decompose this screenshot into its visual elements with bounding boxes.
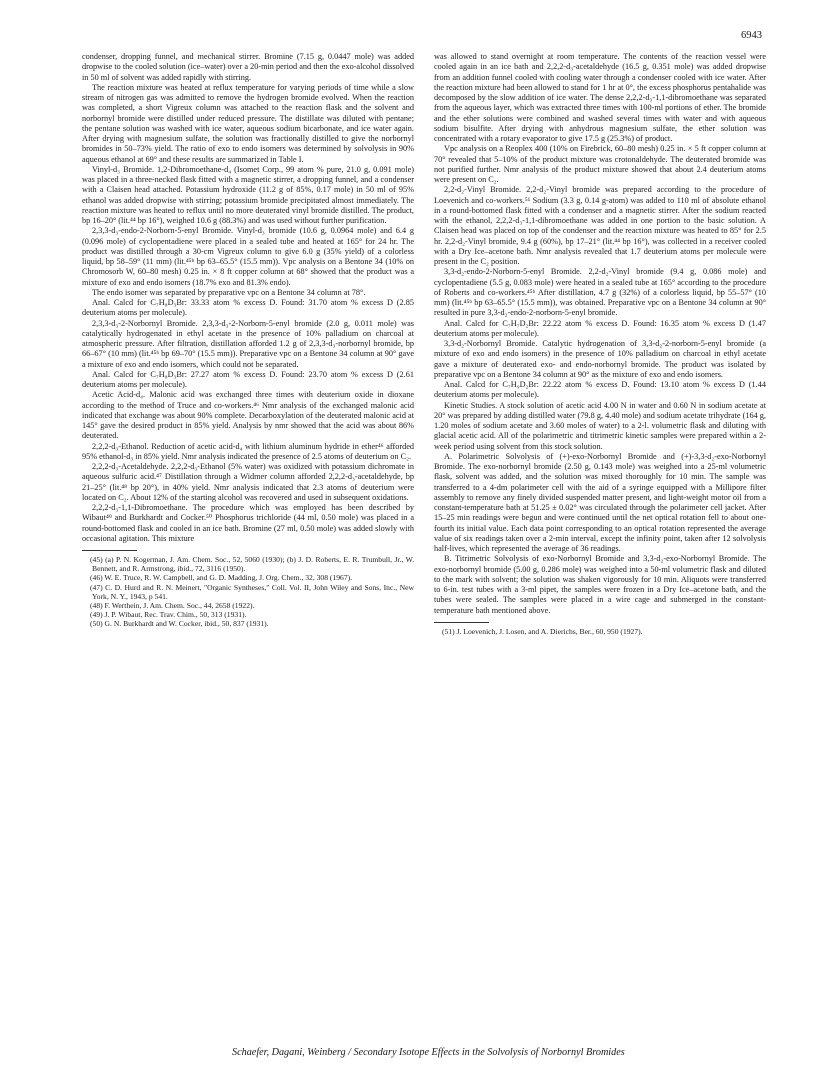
paragraph: A. Polarimetric Solvolysis of (+)-exo-Norbornyl Bromide and (+)-3,3-d₂-exo-Norbornyl Bromide. The exo-norbornyl bromide (2.50 g, 0.143 mole) was weighed into a 25-ml volumetric flask, solvent was added, and the solution was mixed thoroughly for 10 min. The sample was transferred to a 4-dm polarimeter cell with the aid of a syringe equipped with a Millipore filter assembly to remove any finely divided suspended matter present, and light-weight motor oil from a constant-temperature bath at 51.25 ± 0.02° was circulated through the polarimeter cell jacket. After 15–25 min readings were begun and were continued until the net optical rotation fell to about one-fourth its initial value. Each data point corresponding to an optical rotation represented the average value of six readings taken over a 2-min interval, except the infinity point, taken after 12 solvolysis half-lives, which represented the average of 36 readings. [434,451,766,553]
footnote: (51) J. Loevenich, J. Losen, and A. Dierichs, Ber., 60, 950 (1927). [442,626,643,636]
paragraph: 3,3-d₂-Norbornyl Bromide. Catalytic hydrogenation of 3,3-d₂-2-norborn-5-enyl bromide (a mixture of exo and endo isomers) in the presence of 10% palladium on charcoal in ethyl acetate gave a mixture of deuterated exo- and endo-norbornyl bromide. The product was isolated by preparative vpc on a Bentone 34 column at 90° as the mixture of exo and endo isomers. [434,339,766,379]
paragraph: Vinyl-d₃ Bromide. 1,2-Dibromoethane-d₄ (Isomet Corp., 99 atom % pure, 21.0 g, 0.091 mole) was placed in a three-necked flask fitted with a magnetic stirrer, a dropping funnel, and a condenser with a Claisen head attached. Potassium hydroxide (11.2 g of 85%, 0.17 mole) in 50 ml of 95% ethanol was added dropwise with stirring; potassium bromide precipitated almost immediately. The reaction mixture was heated to reflux until no more deuterated vinyl bromide distilled. The product, bp 16–20° (lit.⁴⁴ bp 16°), weighed 10.6 g (88.3%) and was used without further purification. [82,164,414,225]
paragraph: condenser, dropping funnel, and mechanical stirrer. Bromine (7.15 g, 0.0447 mole) was added dropwise to the cooled solution (ice–water) over a 20-min period and then the exo-alcohol dissolved in 50 ml of solvent was added rapidly with stirring. [82,52,414,82]
paragraph: B. Titrimetric Solvolysis of exo-Norbornyl Bromide and 3,3-d₂-exo-Norbornyl Bromide. The exo-norbornyl bromide (5.00 g, 0.286 mole) was weighed into a 50-ml volumetric flask and diluted to the mark with solvent; the solution was shaken vigorously for 10 min. Aliquots were transferred to 6-in. test tubes with a 3-ml pipet, the samples were frozen in a Dry Ice–acetone bath, and the tubes were sealed. The samples were placed in a wire cage and submerged in the constant-temperature bath mentioned above. [434,554,766,615]
footnote: (45) (a) P. N. Kogerman, J. Am. Chem. Soc., 52, 5060 (1930); (b) J. D. Roberts, E. R. Trumbull, Jr., W. Bennett, and R. Armstrong, ibid., 72, 3116 (1950). [90,555,414,574]
paragraph: Anal. Calcd for C₇H₉D₂Br: 22.22 atom % excess D. Found: 13.10 atom % excess D (1.44 deuterium atoms per molecule). [434,380,766,400]
paragraph: Vpc analysis on a Reoplex 400 (10% on Firebrick, 60–80 mesh) 0.25 in. × 5 ft copper column at 70° revealed that 5–10% of the product mixture was crotonaldehyde. The deuterated bromide was not purified further. Nmr analysis of the product mixture showed that about 2.4 deuterium atoms were present on C₂. [434,144,766,184]
running-footer: Schaefer, Dagani, Weinberg / Secondary Isotope Effects in the Solvolysis of Norbornyl Bromides [232,1047,625,1058]
footnote: (49) J. P. Wibaut, Rec. Trav. Chim., 50, 313 (1931). [90,610,247,620]
paragraph: The endo isomer was separated by preparative vpc on a Bentone 34 column at 78°. [92,287,366,297]
footnote: (48) F. Werthein, J. Am. Chem. Soc., 44, 2658 (1922). [90,601,255,611]
footnotes [434,627,766,636]
footnotes [82,555,414,629]
paragraph: 2,2-d₂-Vinyl Bromide. 2,2-d₂-Vinyl bromide was prepared according to the procedure of Loevenich and co-workers.⁵¹ Sodium (3.3 g, 0.14 g-atom) was added to 110 ml of absolute ethanol in a round-bottomed flask fitted with a condenser and a magnetic stirrer. After the sodium reacted with the ethanol, 2,2,2-d₃-1,1-dibromoethane was added in one portion to the basic solution. A Claisen head was placed on top of the condenser and the reaction mixture was heated to 85° for 2.5 hr. 2,2-d₂-Vinyl bromide, 9.4 g (60%), bp 17–21° (lit.⁴⁴ bp 16°), was collected in a receiver cooled with a Dry Ice–acetone bath. Nmr analysis revealed that 1.7 deuterium atoms per molecule were present in the C₂ position. [434,185,766,266]
paragraph: Anal. Calcd for C₇H₈D₃Br: 33.33 atom % excess D. Found: 31.70 atom % excess D (2.85 deuterium atoms per molecule). [82,298,414,318]
paragraph: 2,2,2-d₃-Acetaldehyde. 2,2,2-d₃-Ethanol (5% water) was oxidized with potassium dichromate in aqueous sulfuric acid.⁴⁷ Distillation through a Widmer column afforded 2,2,2-d₃-acetaldehyde, bp 21–25° (lit.⁴⁸ bp 20°), in 40% yield. Nmr analysis indicated that 2.3 atoms of deuterium were located on C₂. About 12% of the starting alcohol was recovered and used in subsequent oxidations. [82,462,414,502]
paragraph: Anal. Calcd for C₇H₈D₃Br: 27.27 atom % excess D. Found: 23.70 atom % excess D (2.61 deuterium atoms per molecule). [82,369,414,389]
paragraph: The reaction mixture was heated at reflux temperature for varying periods of time while a slow stream of nitrogen gas was admitted to remove the hydrogen bromide evolved. When the reaction was completed, a short Vigreux column was attached to the reaction flask and the solvent and norbornyl bromide were distilled under reduced pressure. The distillate was diluted with pentane; the pentane solution was washed with ice water, aqueous sodium bicarbonate, and ice water again. After drying with magnesium sulfate, the solution was fractionally distilled to give the norbornyl bromides in 50–73% yield. The ratio of exo to endo isomers was determined by solvolysis in 90% aqueous ethanol at 69° and these results are summarized in Table I. [82,82,414,164]
paragraph: Acetic Acid-d₄. Malonic acid was exchanged three times with deuterium oxide in dioxane according to the method of Truce and co-workers.⁴⁶ Nmr analysis of the exchanged malonic acid indicated that exchange was about 90% complete. Decarboxylation of the deuterated malonic acid at 145° gave the desired product in 85% yield. Analysis by nmr showed that the acid was about 86% deuterated. [82,390,414,441]
paragraph: 2,3,3-d₃-endo-2-Norborn-5-enyl Bromide. Vinyl-d₃ bromide (10.6 g, 0.0964 mole) and 6.4 g (0.096 mole) of cyclopentadiene were placed in a sealed tube and heated at 165° for 24 hr. The product was distilled through a 30-cm Vigreux column to give 6.0 g (35% yield) of a colorless liquid, bp 58–59° (11 mm) (lit.⁴⁵ᵇ bp 63–65.5° (15.5 mm)). Vpc analysis on a Bentone 34 (10% on Chromosorb W, 60–80 mesh) 0.25 in. × 8 ft copper column at 68° showed that the product was a mixture of exo and endo isomers (18.7% exo and 81.3% endo). [82,226,414,287]
footnote-divider [82,550,137,551]
footnote: (47) C. D. Hurd and R. N. Meinert, "Organic Syntheses," Coll. Vol. II, John Wiley and Sons, Inc., New York, N. Y., 1943, p 541. [90,582,414,601]
footnote: (50) G. N. Burkhardt and W. Cocker, ibid., 50, 837 (1931). [90,619,269,629]
paragraph: was allowed to stand overnight at room temperature. The contents of the reaction vessel were cooled again in an ice bath and 2,2,2-d₃-acetaldehyde (16.5 g, 0.351 mole) was added dropwise from an addition funnel cooled with cooling water through a condenser cooled with ice water. After the reaction mixture had been allowed to stand for 1 hr at 0°, the excess phosphorus pentahalide was decomposed by the slow addition of ice water. The dense 2,2,2-d₃-1,1-dibromoethane was separated from the aqueous layer, which was extracted three times with 100-ml portions of ether. The bromide and the ether solutions were combined and washed several times with water and with aqueous sodium bisulfite. After drying with anhydrous magnesium sulfate, the ether solution was concentrated with a rotary evaporator to give 17.5 g (25.3%) of product. [434,52,766,143]
paragraph: Anal. Calcd for C₇H₇D₂Br: 22.22 atom % excess D. Found: 16.35 atom % excess D (1.47 deuterium atoms per molecule). [434,318,766,338]
paragraph: Kinetic Studies. A stock solution of acetic acid 4.00 N in water and 0.60 N in sodium acetate at 20° was prepared by adding distilled water (79.8 g, 4.40 mole) and sodium acetate trihydrate (164 g, 1.20 moles of sodium acetate and 3.60 moles of water) to a 2-l. volumetric flask and diluting with glacial acetic acid. All of the polarimetric and titrimetric kinetic samples were prepared within a 2-week period using solvent from this stock solution. [434,400,766,451]
paragraph: 2,3,3-d₃-2-Norbornyl Bromide. 2,3,3-d₃-2-Norborn-5-enyl bromide (2.0 g, 0.011 mole) was catalytically hydrogenated in ethyl acetate in the presence of 10% palladium on charcoal at atmospheric pressure. After filtration, distillation afforded 1.2 g of 2,3,3-d₃-norbornyl bromide, bp 66–67° (10 mm) (lit.⁴⁵ᵇ bp 69–70° (15.5 mm)). Preparative vpc on a Bentone 34 column at 90° gave a mixture of exo and endo isomers, which could not be separated. [82,318,414,369]
page-number: 6943 [741,30,762,41]
paragraph: 2,2,2-d₃-Ethanol. Reduction of acetic acid-d₄ with lithium aluminum hydride in ether⁴⁶ afforded 95% ethanol-d₃ in 85% yield. Nmr analysis indicated the presence of 2.5 atoms of deuterium on C₂. [82,441,414,461]
left-column [82,52,414,629]
paragraph: 3,3-d₂-endo-2-Norborn-5-enyl Bromide. 2,2-d₂-Vinyl bromide (9.4 g, 0.086 mole) and cyclopentadiene (5.5 g, 0.083 mole) were heated in a sealed tube at 165° according to the procedure of Roberts and co-workers.⁴⁵ᵇ After distillation, 4.7 g (32%) of a colorless liquid, bp 55–57° (10 mm) (lit.⁴⁵ᵇ bp 63–65.5° (15.5 mm)), was obtained. Preparative vpc on a Bentone 34 column at 90° resulted in pure 3,3-d₂-endo-2-norborn-5-enyl bromide. [434,267,766,318]
right-column [434,52,766,636]
footnote: (46) W. E. Truce, R. W. Campbell, and G. D. Madding, J. Org. Chem., 32, 308 (1967). [90,573,353,583]
paragraph: 2,2,2-d₃-1,1-Dibromoethane. The procedure which was employed has been described by Wibaut⁴⁹ and Burkhardt and Cocker.⁵⁰ Phosphorus trichloride (44 ml, 0.50 mole) was placed in a round-bottomed flask and cooled in an ice bath. Bromine (27 ml, 0.50 mole) was added slowly with occasional agitation. This mixture [82,503,414,543]
footnote-divider [434,622,489,623]
